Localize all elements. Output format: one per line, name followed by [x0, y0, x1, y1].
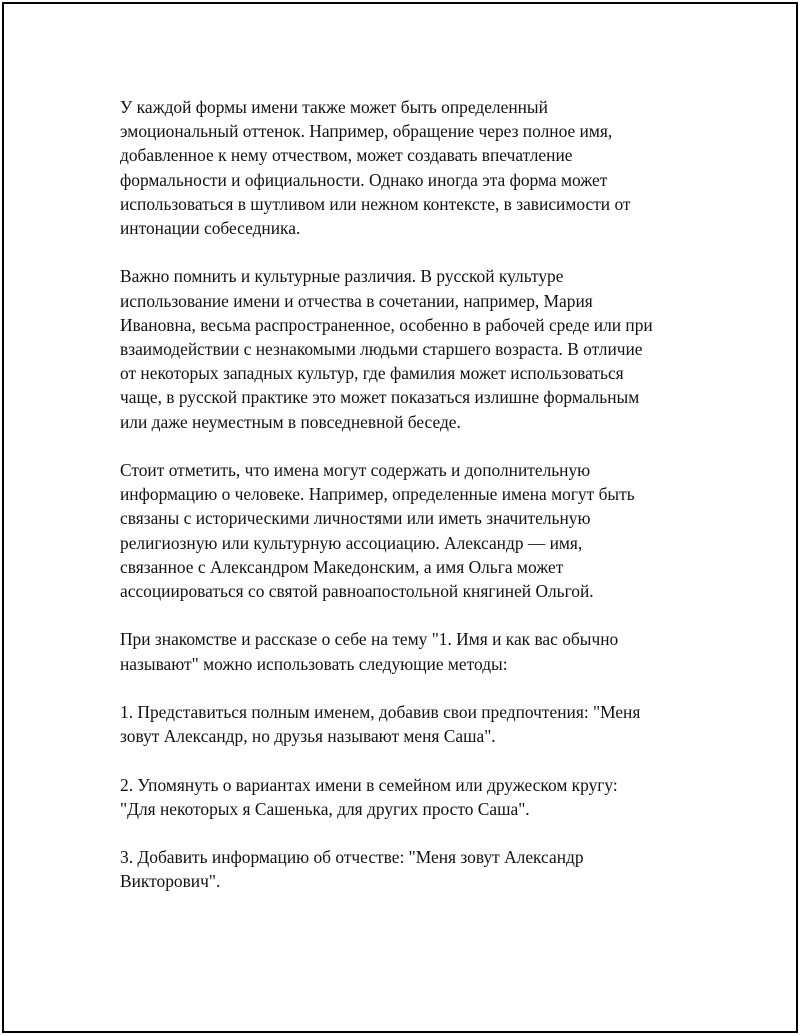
text-line: или даже неуместным в повседневной беседе. — [120, 411, 461, 432]
paragraph-emotional-tone — [120, 95, 695, 240]
list-item-method-2 — [120, 773, 695, 821]
text-line: религиозную или культурную ассоциацию. Александр — имя, — [120, 532, 583, 553]
text-line: чаще, в русской практике это может показаться излишне формальным — [120, 387, 640, 408]
text-line: 1. Представиться полным именем, добавив свои предпочтения: "Меня — [120, 702, 641, 723]
text-line: информацию о человеке. Например, определенные имена могут быть — [120, 484, 635, 505]
text-line: добавленное к нему отчеством, может создавать впечатление — [120, 145, 573, 166]
page-frame — [2, 2, 798, 1033]
list-item-method-3 — [120, 845, 695, 893]
document-body — [120, 95, 695, 918]
paragraph-cultural-differences — [120, 264, 695, 433]
text-line: ассоциироваться со святой равноапостольной княгиней Ольгой. — [120, 581, 594, 602]
text-line: "Для некоторых я Сашенька, для других просто Саша". — [120, 798, 530, 819]
text-line: называют" можно использовать следующие методы: — [120, 653, 508, 674]
text-line: взаимодействии с незнакомыми людьми старшего возраста. В отличие — [120, 339, 643, 360]
text-line: 2. Упомянуть о вариантах имени в семейном или дружеском кругу: — [120, 774, 618, 795]
text-line: интонации собеседника. — [120, 218, 301, 239]
text-line: Стоит отметить, что имена могут содержать и дополнительную — [120, 460, 591, 481]
text-line: Важно помнить и культурные различия. В русской культуре — [120, 266, 564, 287]
text-line: эмоциональный оттенок. Например, обращение через полное имя, — [120, 121, 613, 142]
text-line: использоваться в шутливом или нежном контексте, в зависимости от — [120, 193, 631, 214]
text-line: зовут Александр, но друзья называют меня Саша". — [120, 726, 496, 747]
text-line: При знакомстве и рассказе о себе на тему "1. Имя и как вас обычно — [120, 629, 619, 650]
text-line: У каждой формы имени также может быть определенный — [120, 97, 548, 117]
text-line: от некоторых западных культур, где фамилия может использоваться — [120, 363, 624, 384]
text-line: связанное с Александром Македонским, а имя Ольга может — [120, 556, 564, 577]
paragraph-introduction-methods — [120, 627, 695, 675]
text-line: Ивановна, весьма распространенное, особенно в рабочей среде или при — [120, 314, 653, 335]
text-line: использование имени и отчества в сочетании, например, Мария — [120, 290, 593, 311]
list-item-method-1 — [120, 700, 695, 748]
text-line: формальности и официальности. Однако иногда эта форма может — [120, 169, 608, 190]
text-line: связаны с историческими личностями или иметь значительную — [120, 508, 591, 529]
paragraph-name-associations — [120, 458, 695, 603]
text-line: Викторович". — [120, 871, 221, 892]
text-line: 3. Добавить информацию об отчестве: "Меня зовут Александр — [120, 847, 584, 868]
